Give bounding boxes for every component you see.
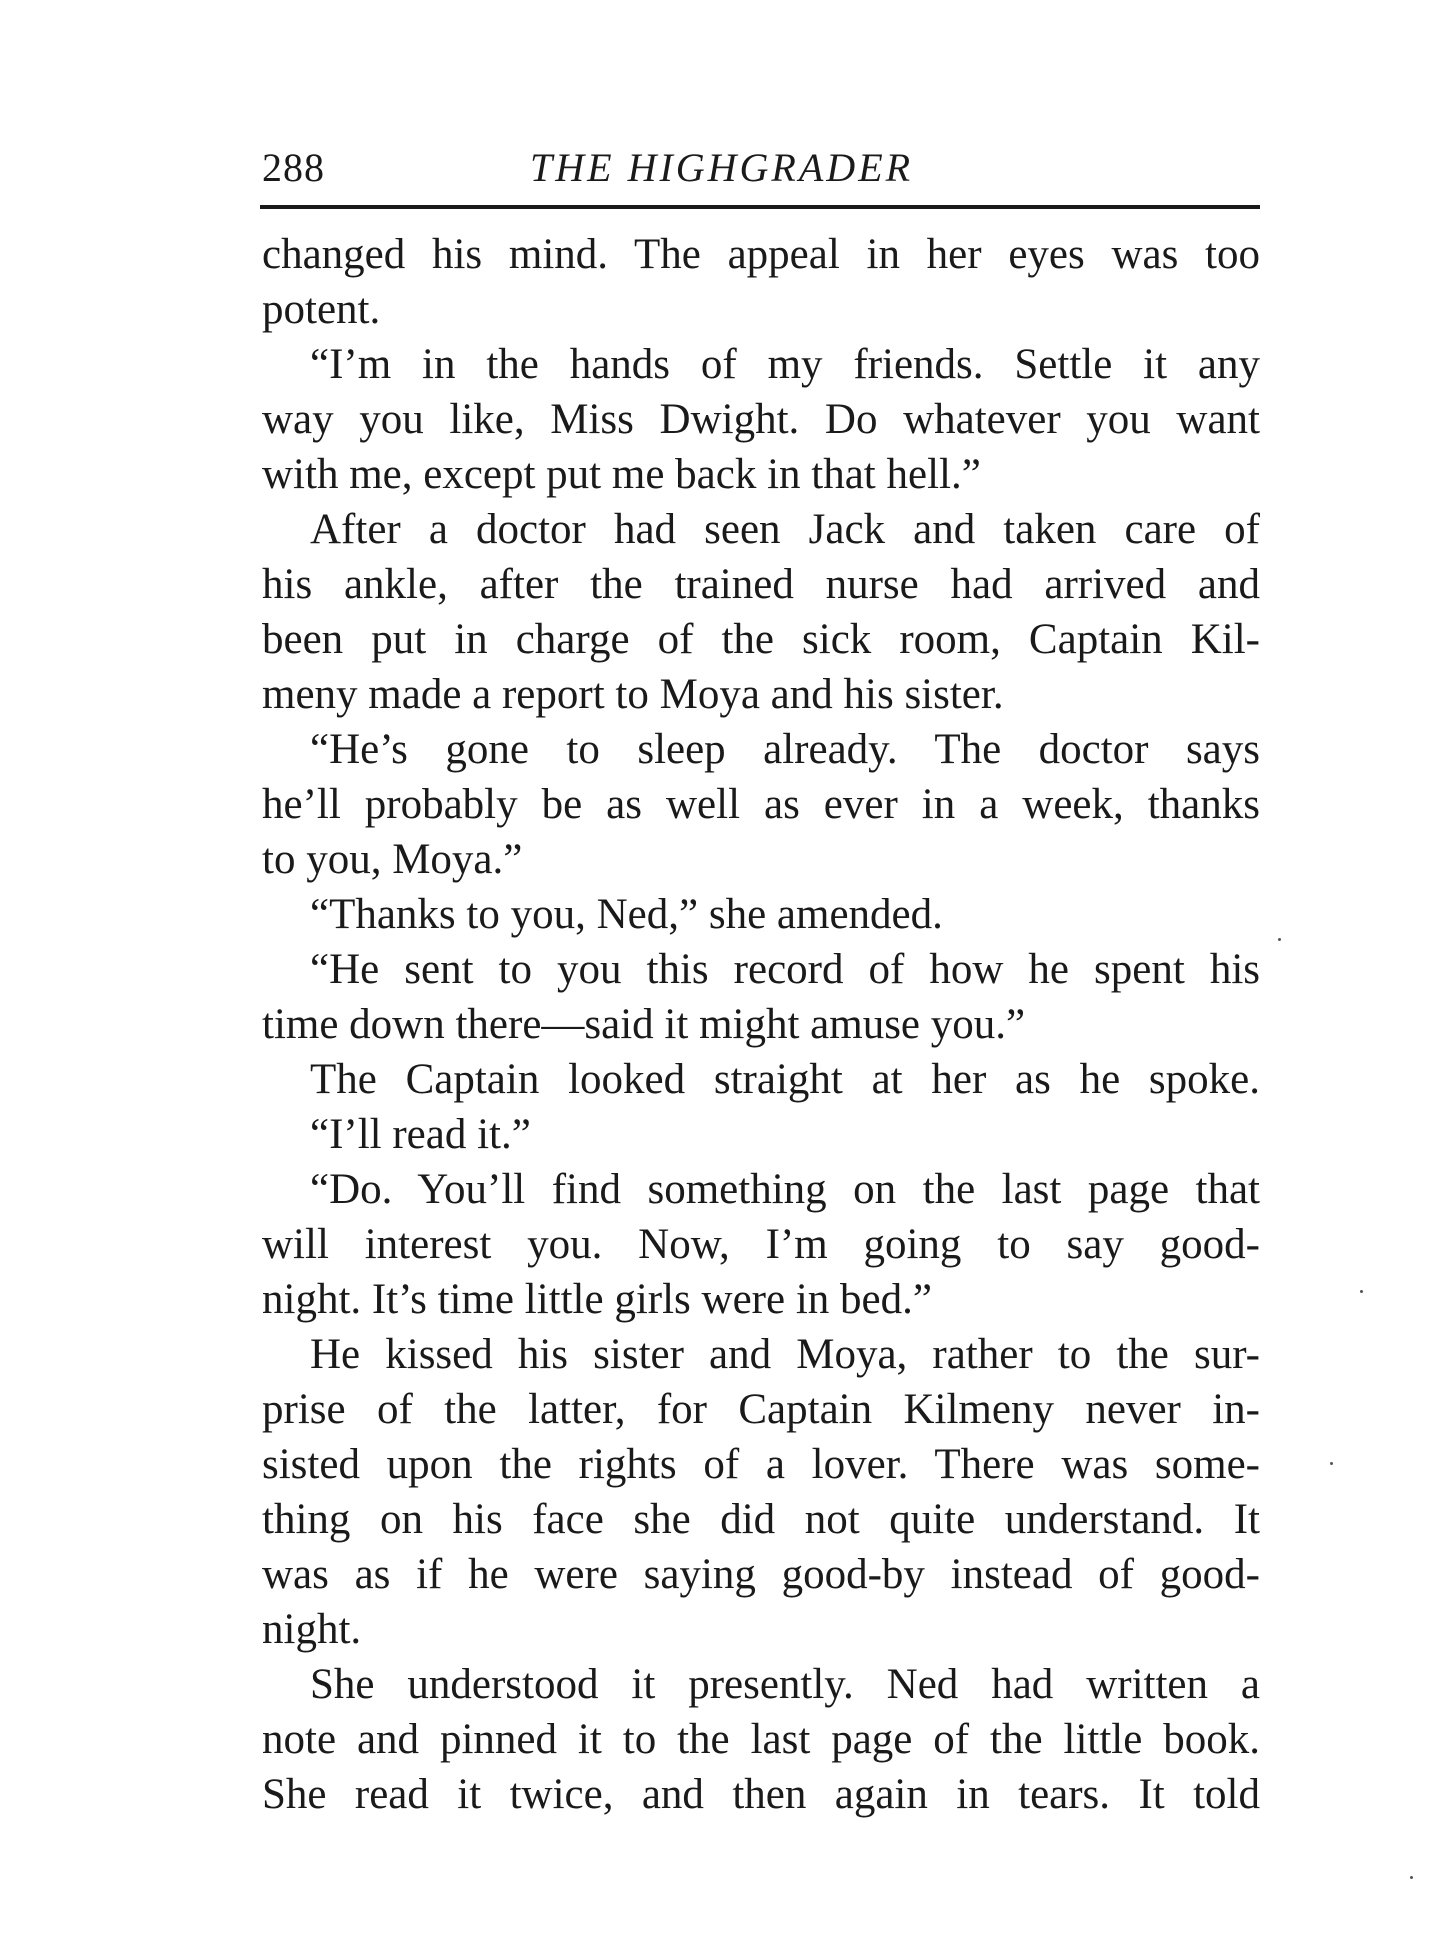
body-text	[262, 227, 1260, 1822]
paper-speck	[1278, 938, 1281, 941]
text-line: “Thanks to you, Ned,” she amended.	[310, 891, 943, 938]
text-line: He kissed his sister and Moya, rather to the sur-	[310, 1331, 1260, 1378]
text-line: meny made a report to Moya and his sister.	[262, 671, 1004, 718]
text-line: “He sent to you this record of how he spent his	[310, 946, 1260, 993]
text-line: “Do. You’ll find something on the last page that	[310, 1166, 1260, 1213]
text-line: “He’s gone to sleep already. The doctor says	[310, 726, 1260, 773]
text-line: with me, except put me back in that hell.”	[262, 451, 981, 498]
text-line: to you, Moya.”	[262, 836, 523, 883]
text-line: was as if he were saying good-by instead of good-	[262, 1551, 1260, 1598]
header-rule	[260, 205, 1260, 209]
page-header	[262, 140, 1262, 196]
text-line: prise of the latter, for Captain Kilmeny never in-	[262, 1386, 1260, 1433]
text-line: changed his mind. The appeal in her eyes was too	[262, 231, 1260, 278]
text-line: been put in charge of the sick room, Captain Kil-	[262, 616, 1260, 663]
text-line: “I’m in the hands of my friends. Settle it any	[310, 341, 1260, 388]
text-line: After a doctor had seen Jack and taken care of	[310, 506, 1260, 553]
text-line: night. It’s time little girls were in bed.”	[262, 1276, 932, 1323]
running-title: THE HIGHGRADER	[530, 145, 914, 190]
text-line: sisted upon the rights of a lover. There was some-	[262, 1441, 1260, 1488]
text-line: time down there—said it might amuse you.”	[262, 1001, 1026, 1048]
paper-speck	[1410, 1876, 1413, 1879]
text-line: The Captain looked straight at her as he spoke.	[310, 1056, 1260, 1103]
text-line: She understood it presently. Ned had written a	[310, 1661, 1260, 1708]
text-line: will interest you. Now, I’m going to say good-	[262, 1221, 1260, 1268]
text-line: night.	[262, 1606, 362, 1653]
text-line: She read it twice, and then again in tears. It told	[262, 1771, 1260, 1818]
text-line: “I’ll read it.”	[310, 1111, 531, 1158]
text-line: his ankle, after the trained nurse had arrived and	[262, 561, 1260, 608]
text-line: way you like, Miss Dwight. Do whatever you want	[262, 396, 1260, 443]
text-line: he’ll probably be as well as ever in a week, thanks	[262, 781, 1260, 828]
paper-speck	[1360, 1290, 1363, 1293]
page-number: 288	[262, 145, 325, 190]
text-line: thing on his face she did not quite understand. It	[262, 1496, 1260, 1543]
text-line: note and pinned it to the last page of the little book.	[262, 1716, 1260, 1763]
text-line: potent.	[262, 286, 381, 333]
paper-speck	[1330, 1462, 1333, 1465]
